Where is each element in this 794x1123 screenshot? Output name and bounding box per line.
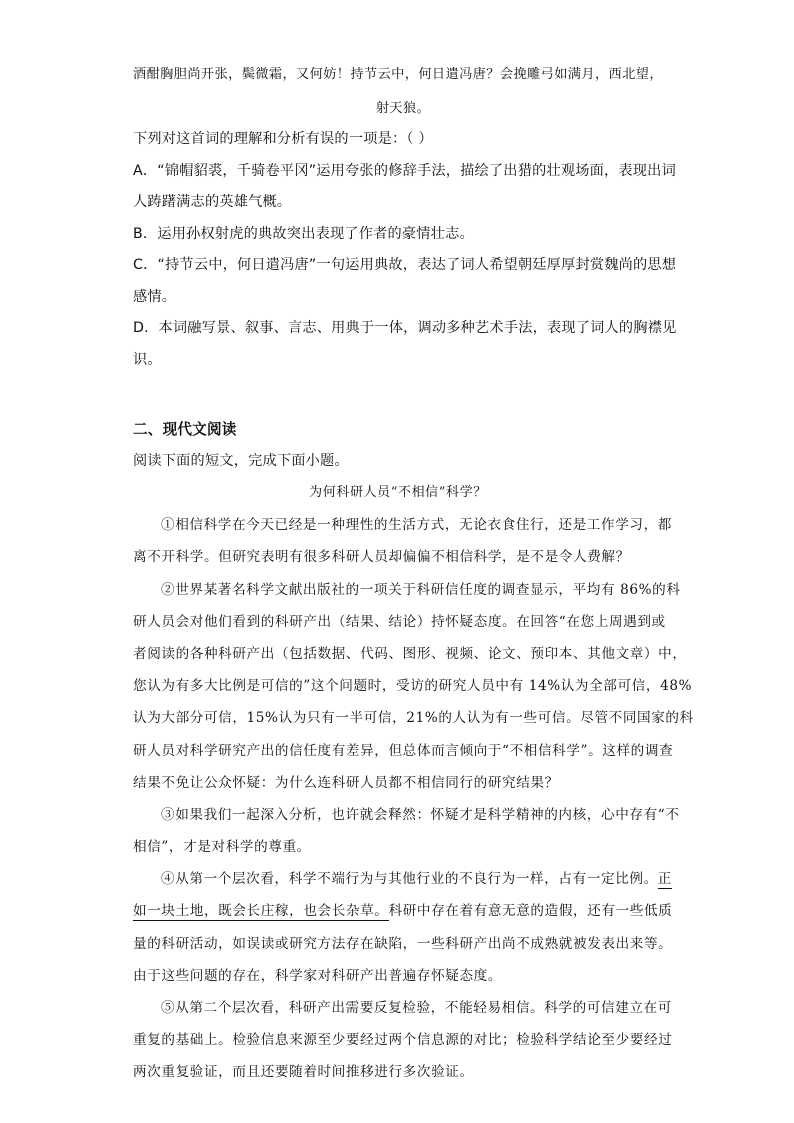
essay-paragraph-5: ⑤从第二个层次看，科研产出需要反复检验，不能轻易相信。科学的可信建立在可 [161, 1000, 672, 1016]
essay-title: 为何科研人员“不相信”科学？ [309, 485, 487, 500]
essay-paragraph-4-line: 由于这些问题的存在，科学家对科研产出普遍存怀疑态度。 [133, 967, 503, 984]
option-a: A．“锦帽貂裘，千骑卷平冈”运用夸张的修辞手法，描绘了出猎的壮观场面，表现出词 [133, 162, 676, 179]
essay-paragraph-3-line: 相信”，才是对科学的尊重。 [133, 839, 311, 856]
poem-excerpt [133, 58, 673, 126]
option-c: C．“持节云中，何日遣冯唐”一句运用典故，表达了词人希望朝廷厚厚封赏魏尚的思想 [133, 257, 677, 273]
essay-paragraph-2-line: 研人员对科学研究产出的信任度有差异，但总体而言倾向于“不相信科学”。这样的调查 [133, 742, 674, 759]
essay-paragraph-1-line: 离不开科学。但研究表明有很多科研人员却偏偏不相信科学，是不是令人费解？ [133, 549, 630, 566]
essay-paragraph-4-line [133, 895, 673, 927]
section-block [133, 414, 663, 477]
essay-paragraph-4 [133, 863, 672, 895]
option-b: B．运用孙权射虎的典故突出表现了作者的豪情壮志。 [133, 225, 474, 242]
section-instruction: 阅读下面的短文，完成下面小题。 [133, 452, 349, 469]
option-c-continued: 感情。 [133, 288, 177, 305]
essay-paragraph-2: ②世界某著名科学文献出版社的一项关于科研信任度的调查显示，平均有 86%的科 [161, 581, 681, 598]
essay-paragraph-1: ①相信科学在今天已经是一种理性的生活方式，无论衣食住行，还是工作学习，都 [161, 517, 672, 534]
question-block [133, 124, 677, 376]
essay-paragraph-2-line: 结果不免让公众怀疑：为什么连科研人员都不相信同行的研究结果？ [133, 774, 559, 791]
poem-line: 射天狼。 [375, 101, 431, 116]
essay-paragraph-2-line: 您认为有多大比例是可信的”这个问题时，受访的研究人员中有 14%认为全部可信，48% [133, 678, 693, 695]
essay [133, 477, 694, 1089]
essay-paragraph-2-line: 研人员会对他们看到的科研产出（结果、结论）持怀疑态度。在回答“在您上周遇到或 [133, 613, 666, 630]
question-prompt: 下列对这首词的理解和分析有误的一项是：（ ） [133, 131, 433, 147]
essay-text: ④从第一个层次看，科学不端行为与其他行业的不良行为一样，占有一定比例。 [161, 871, 658, 888]
poem-line: 酒酣胸胆尚开张，鬓微霜，又何妨！持节云中，何日遣冯唐？会挽雕弓如满月，西北望， [133, 67, 663, 82]
essay-paragraph-2-line: 者阅读的各种科研产出（包括数据、代码、图形、视频、论文、预印本、其他文章）中， [133, 645, 687, 662]
essay-paragraph-2-line: 认为大部分可信，15%认为只有一半可信，21%的人认为有一些可信。尽管不同国家的科 [133, 710, 694, 727]
option-d: D．本词融写景、叙事、言志、用典于一体，调动多种艺术手法，表现了词人的胸襟见 [133, 320, 677, 336]
essay-paragraph-3: ③如果我们一起深入分析，也许就会释然：怀疑才是科学精神的内核，心中存有“不 [161, 806, 680, 823]
underlined-sentence: 正 [657, 871, 672, 888]
essay-paragraph-5-line: 重复的基础上。检验信息来源至少要经过两个信息源的对比；检验科学结论至少要经过 [133, 1032, 673, 1049]
essay-text: 科研中存在着有意无意的造假，还有一些低质 [388, 903, 673, 920]
essay-paragraph-4-line: 量的科研活动，如误读或研究方法存在缺陷，一些科研产出尚不成熟就被发表出来等。 [133, 935, 673, 952]
essay-paragraph-5-line: 两次重复验证，而且还要随着时间推移进行多次验证。 [133, 1064, 474, 1081]
underlined-sentence: 如一块土地，既会长庄稼，也会长杂草。 [133, 903, 389, 920]
section-heading: 二、现代文阅读 [133, 421, 237, 438]
option-d-continued: 识。 [133, 351, 162, 368]
option-a-continued: 人踌躇满志的英雄气概。 [133, 194, 292, 210]
